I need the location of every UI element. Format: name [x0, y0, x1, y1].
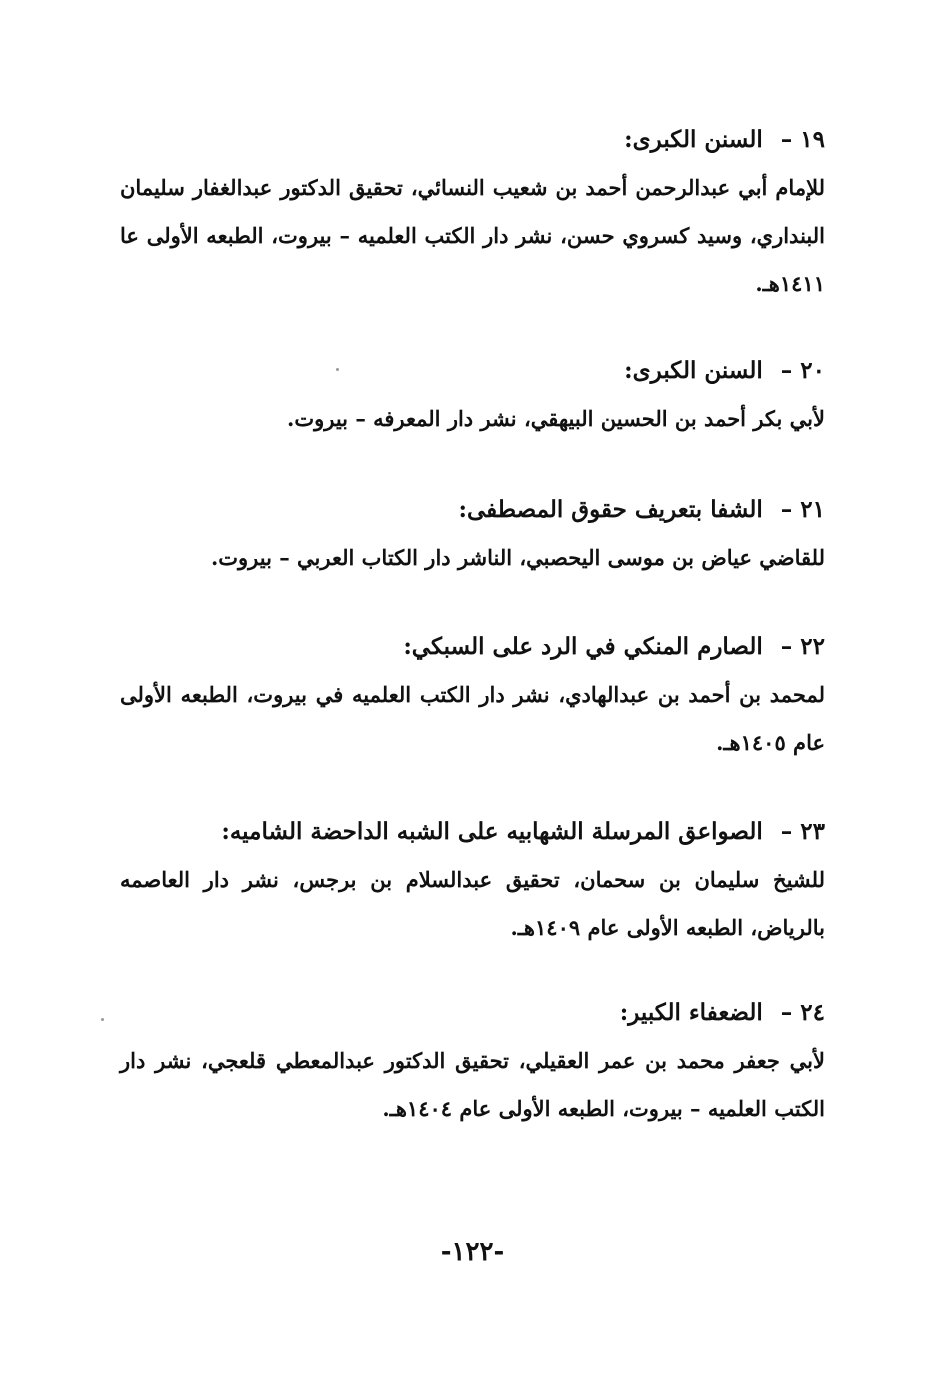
entry-description: للقاضي عياض بن موسى اليحصبي، الناشر دار الكتاب العربي – بيروت. [210, 545, 825, 570]
entry-description: لمحمد بن أحمد بن عبدالهادي، نشر دار الكتب العلميه في بيروت، الطبعه الأولى عام ١٤٠٥هـ. [120, 682, 825, 755]
entry-title: الشفا بتعريف حقوق المصطفى: [458, 496, 763, 523]
entry-heading [120, 808, 825, 856]
entry-dash: – [780, 357, 793, 384]
bibliography-entry-20 [120, 347, 825, 443]
entry-description: لأبي جعفر محمد بن عمر العقيلي، تحقيق الدكتور عبدالمعطي قلعجي، نشر دار الكتب العلميه – بيروت، الطبعه الأولى عام ١٤٠٤هـ. [120, 1048, 825, 1121]
entry-heading [120, 989, 825, 1037]
entry-dash: – [780, 633, 793, 660]
entry-title: الصواعق المرسلة الشهابيه على الشبه الداحضة الشاميه: [221, 818, 763, 845]
entry-number: ٢١ [800, 496, 825, 523]
entry-description: للإمام أبي عبدالرحمن أحمد بن شعيب النسائي، تحقيق الدكتور عبدالغفار سليمان البنداري، وسيد كسروي حسن، نشر دار الكتب العلميه – بيروت، الطبعه الأولى عا ١٤١١هـ. [120, 175, 825, 296]
bibliography-entry-19 [120, 116, 825, 308]
entry-description: للشيخ سليمان بن سحمان، تحقيق عبدالسلام بن برجس، نشر دار العاصمه بالرياض، الطبعه الأولى عام ١٤٠٩هـ. [120, 867, 825, 940]
entry-number: ١٩ [800, 126, 825, 153]
bibliography-entry-24 [120, 989, 825, 1133]
bibliography-entry-21 [120, 486, 825, 582]
entry-dash: – [780, 496, 793, 523]
entry-number: ٢٠ [800, 357, 825, 384]
entry-heading [120, 486, 825, 534]
entry-number: ٢٢ [800, 633, 825, 660]
entry-dash: – [780, 818, 793, 845]
entry-number: ٢٣ [800, 818, 825, 845]
scan-speck [336, 368, 339, 371]
entry-dash: – [780, 999, 793, 1026]
entry-heading [120, 623, 825, 671]
entry-title: السنن الكبرى: [624, 126, 763, 153]
entry-number: ٢٤ [800, 999, 825, 1026]
entry-heading [120, 347, 825, 395]
bibliography-entry-23 [120, 808, 825, 952]
entry-title: السنن الكبرى: [624, 357, 763, 384]
page-number: -١٢٢- [440, 1237, 505, 1267]
entry-heading [120, 116, 825, 164]
entry-description: لأبي بكر أحمد بن الحسين البيهقي، نشر دار المعرفه – بيروت. [287, 406, 825, 431]
scan-speck [101, 1018, 104, 1021]
entry-title: الصارم المنكي في الرد على السبكي: [403, 633, 763, 660]
entry-title: الضعفاء الكبير: [619, 999, 763, 1026]
bibliography-entry-22 [120, 623, 825, 767]
entry-dash: – [780, 126, 793, 153]
